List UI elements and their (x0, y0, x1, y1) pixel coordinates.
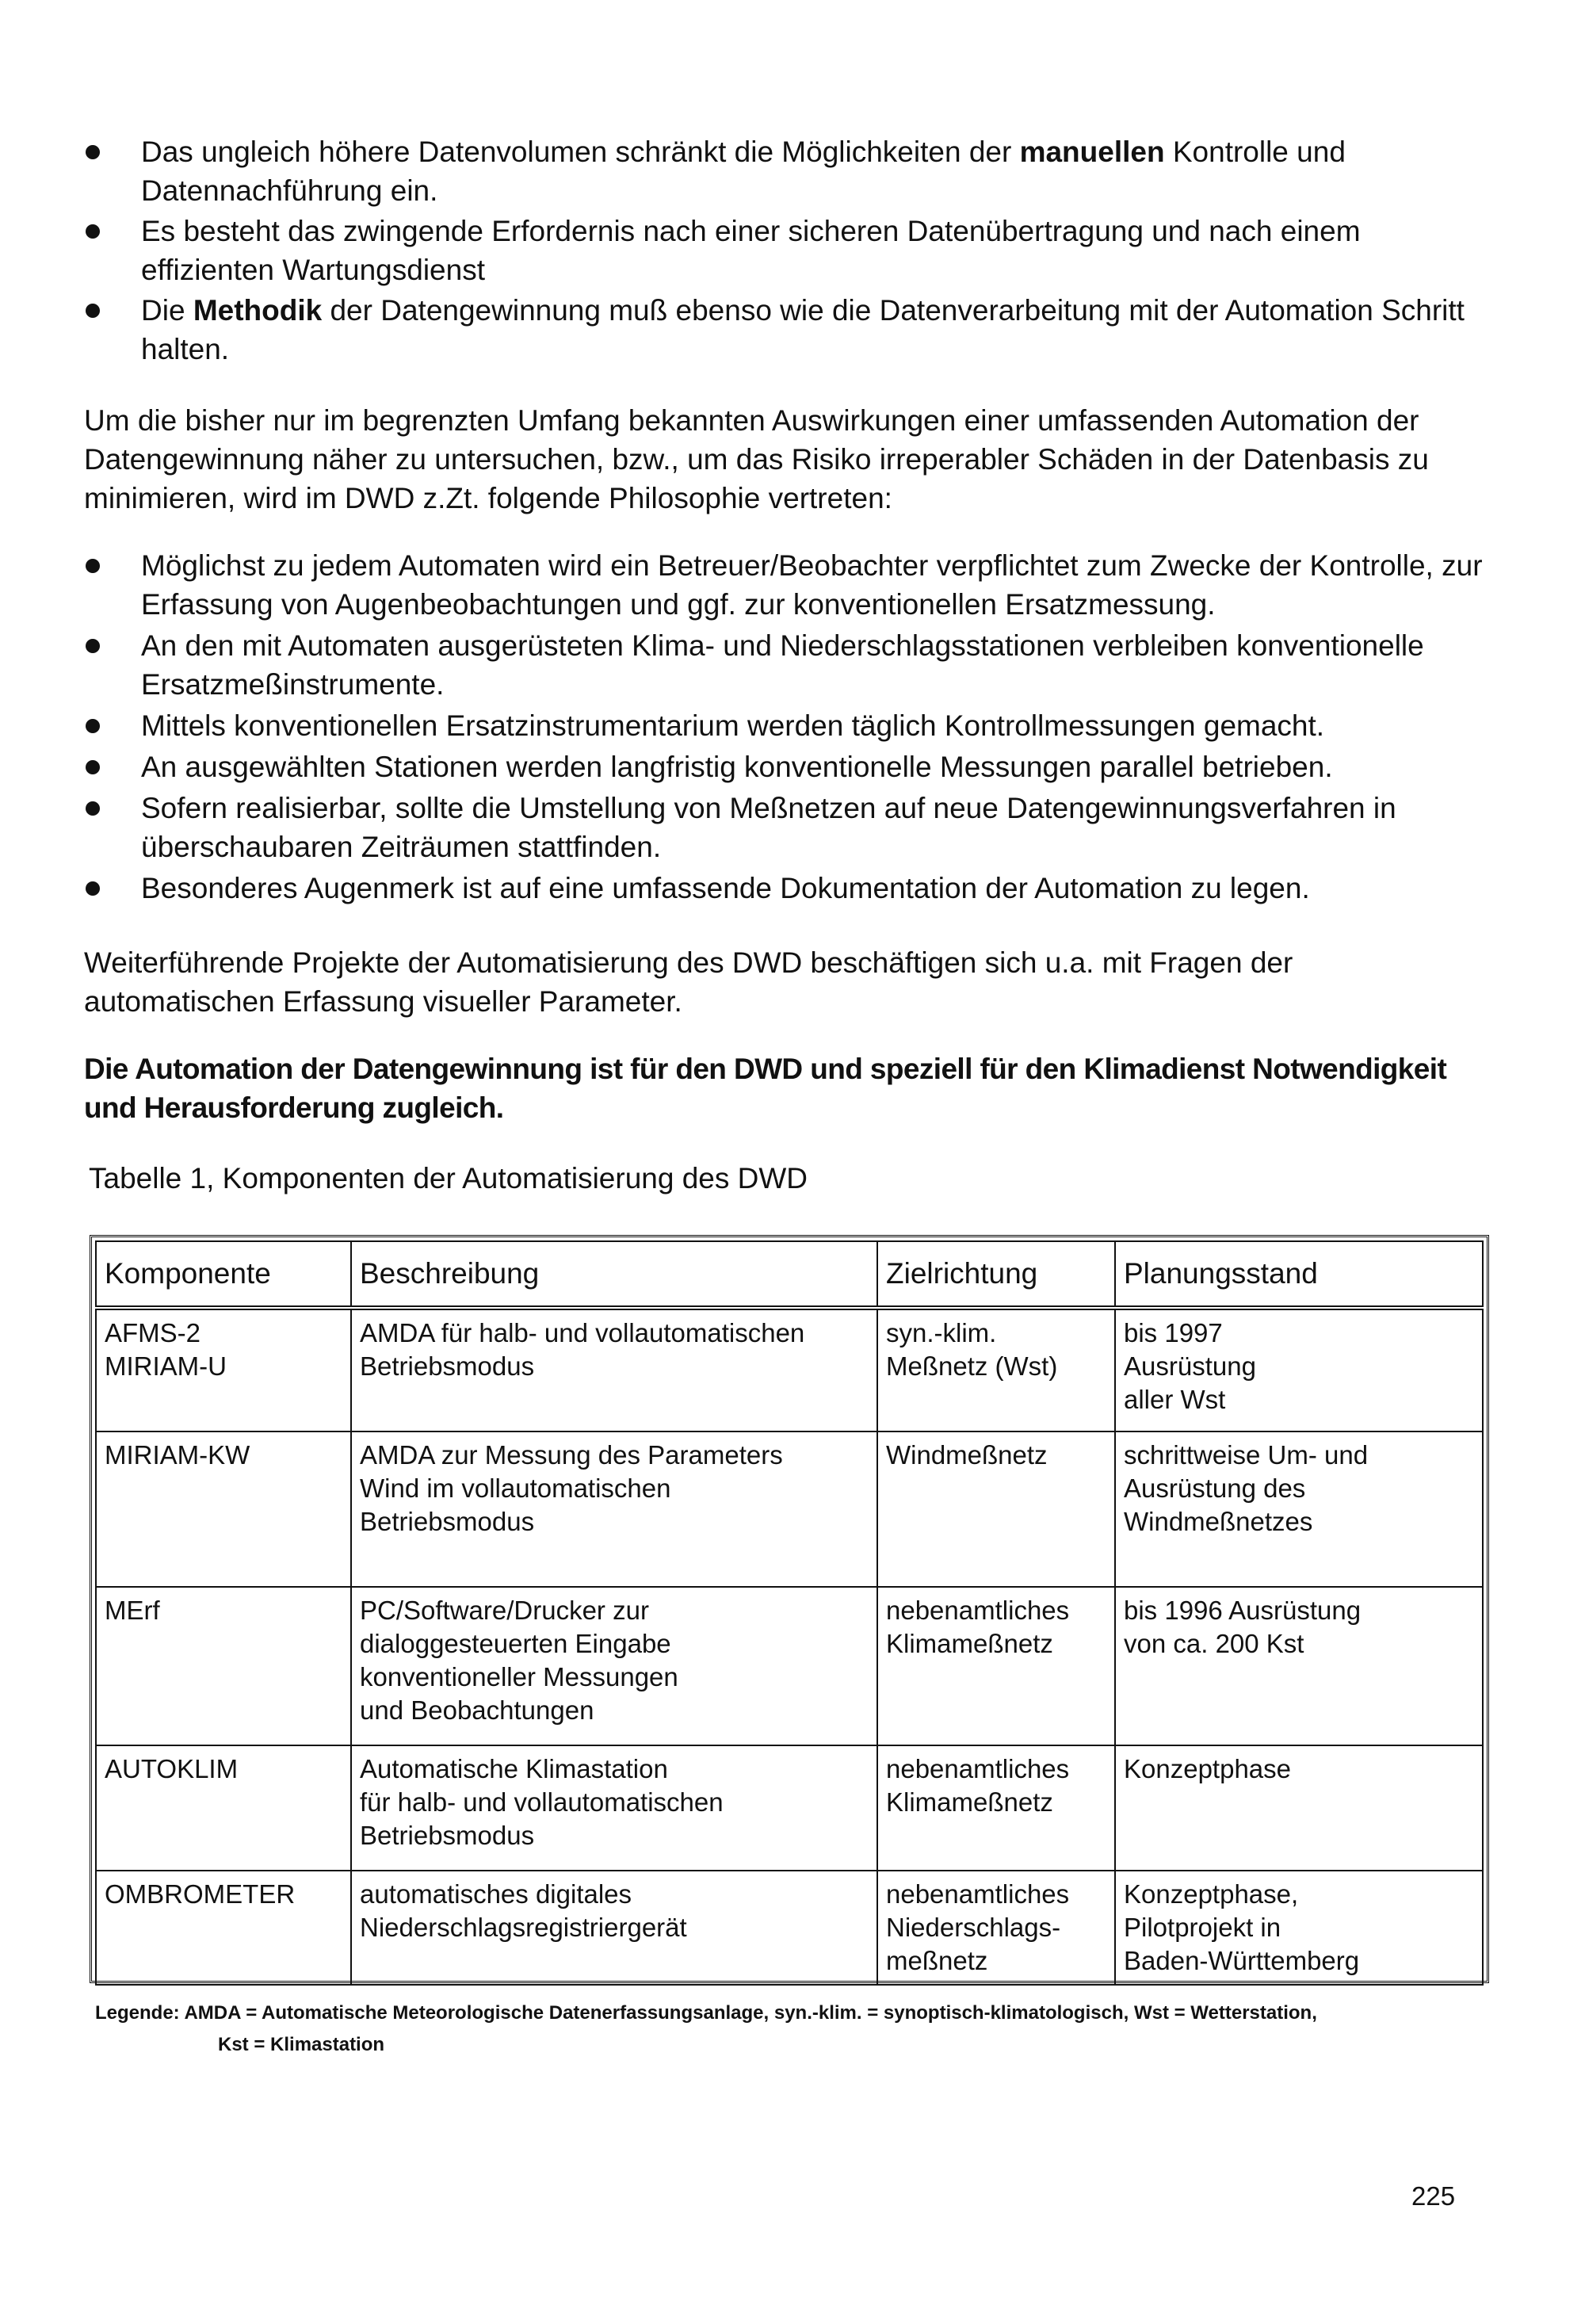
table-row (96, 1431, 1483, 1587)
list-item: Die Methodik der Datengewinnung muß ebenso wie die Datenverarbeitung mit der Automation Schritt halten. (79, 291, 1490, 369)
table-cell: Automatische Klimastation für halb- und vollautomatischen Betriebsmodus (351, 1745, 877, 1871)
table-cell: Konzeptphase (1115, 1745, 1483, 1871)
table-cell: AUTOKLIM (96, 1745, 351, 1871)
table-cell: Windmeßnetz (877, 1431, 1115, 1587)
list-item: Sofern realisierbar, sollte die Umstellung von Meßnetzen auf neue Datengewinnungsverfahren in überschaubaren Zeiträumen stattfinden. (79, 789, 1490, 866)
table-caption: Tabelle 1, Komponenten der Automatisierung des DWD (89, 1162, 808, 1194)
table-row (96, 1871, 1483, 1985)
bullet-list-philosophy (79, 546, 1490, 910)
bullet-icon (86, 881, 100, 896)
list-item: Möglichst zu jedem Automaten wird ein Betreuer/Beobachter verpflichtet zum Zwecke der Kontrolle, zur Erfassung von Augenbeobachtungen und ggf. zur konventionellen Ersatzmessung. (79, 546, 1490, 624)
table-cell: AMDA zur Messung des Parameters Wind im vollautomatischen Betriebsmodus (351, 1431, 877, 1587)
column-header: Planungsstand (1115, 1241, 1483, 1308)
bullet-icon (86, 760, 100, 774)
bullet-icon (86, 639, 100, 653)
bullet-icon (86, 801, 100, 816)
table-header-row (96, 1241, 1483, 1308)
table-cell: AFMS-2 MIRIAM-U (96, 1308, 351, 1431)
paragraph-conclusion: Die Automation der Datengewinnung ist für den DWD und speziell für den Klimadienst Notwendigkeit und Herausforderung zugleich. (84, 1053, 1447, 1124)
column-header: Komponente (96, 1241, 351, 1308)
table-legend (95, 1997, 1490, 2061)
components-table-frame (90, 1235, 1489, 1983)
table-cell: PC/Software/Drucker zur dialoggesteuerten Eingabe konventioneller Messungen und Beobachtungen (351, 1587, 877, 1745)
table-row (96, 1745, 1483, 1871)
paragraph-philosophy-intro: Um die bisher nur im begrenzten Umfang bekannten Auswirkungen einer umfassenden Automation der Datengewinnung näher zu untersuchen, bzw., um das Risiko irreperabler Schäden in der Datenbasis zu minimieren, wird im DWD z.Zt. folgende Philosophie vertreten: (84, 404, 1429, 514)
table-cell: MErf (96, 1587, 351, 1745)
bullet-icon (86, 559, 100, 573)
table-cell: MIRIAM-KW (96, 1431, 351, 1587)
table-cell: nebenamtliches Niederschlags- meßnetz (877, 1871, 1115, 1985)
list-item: Mittels konventionellen Ersatzinstrumentarium werden täglich Kontrollmessungen gemacht. (79, 706, 1490, 745)
list-item: Besonderes Augenmerk ist auf eine umfassende Dokumentation der Automation zu legen. (79, 869, 1490, 908)
components-table (95, 1240, 1484, 1986)
table-row (96, 1308, 1483, 1431)
column-header: Beschreibung (351, 1241, 877, 1308)
paragraph-further-projects: Weiterführende Projekte der Automatisierung des DWD beschäftigen sich u.a. mit Fragen der automatischen Erfassung visueller Parameter. (84, 946, 1293, 1018)
table-cell: Konzeptphase, Pilotprojekt in Baden-Württemberg (1115, 1871, 1483, 1985)
table-row (96, 1587, 1483, 1745)
bullet-icon (86, 304, 100, 318)
table-cell: AMDA für halb- und vollautomatischen Betriebsmodus (351, 1308, 877, 1431)
list-item: Das ungleich höhere Datenvolumen schränkt die Möglichkeiten der manuellen Kontrolle und Datennachführung ein. (79, 132, 1490, 210)
legend-line: Kst = Klimastation (218, 2034, 385, 2055)
table-cell: nebenamtliches Klimameßnetz (877, 1745, 1115, 1871)
table-cell: nebenamtliches Klimameßnetz (877, 1587, 1115, 1745)
list-item: An ausgewählten Stationen werden langfristig konventionelle Messungen parallel betrieben. (79, 747, 1490, 786)
bullet-icon (86, 719, 100, 733)
bullet-icon (86, 224, 100, 239)
table-cell: bis 1996 Ausrüstung von ca. 200 Kst (1115, 1587, 1483, 1745)
table-cell: bis 1997 Ausrüstung aller Wst (1115, 1308, 1483, 1431)
list-item: An den mit Automaten ausgerüsteten Klima- und Niederschlagsstationen verbleiben konventionelle Ersatzmeßinstrumente. (79, 626, 1490, 704)
table-cell: syn.-klim. Meßnetz (Wst) (877, 1308, 1115, 1431)
table-cell: schrittweise Um- und Ausrüstung des Windmeßnetzes (1115, 1431, 1483, 1587)
page-number: 225 (1411, 2181, 1456, 2211)
legend-line: Legende: AMDA = Automatische Meteorologische Datenerfassungsanlage, syn.-klim. = synoptisch-klimatologisch, Wst = Wetterstation, (95, 2002, 1317, 2024)
table-cell: OMBROMETER (96, 1871, 351, 1985)
table-cell: automatisches digitales Niederschlagsregistriergerät (351, 1871, 877, 1985)
column-header: Zielrichtung (877, 1241, 1115, 1308)
bullet-list-requirements (79, 132, 1490, 370)
bullet-icon (86, 145, 100, 159)
list-item: Es besteht das zwingende Erfordernis nach einer sicheren Datenübertragung und nach einem effizienten Wartungsdienst (79, 212, 1490, 289)
